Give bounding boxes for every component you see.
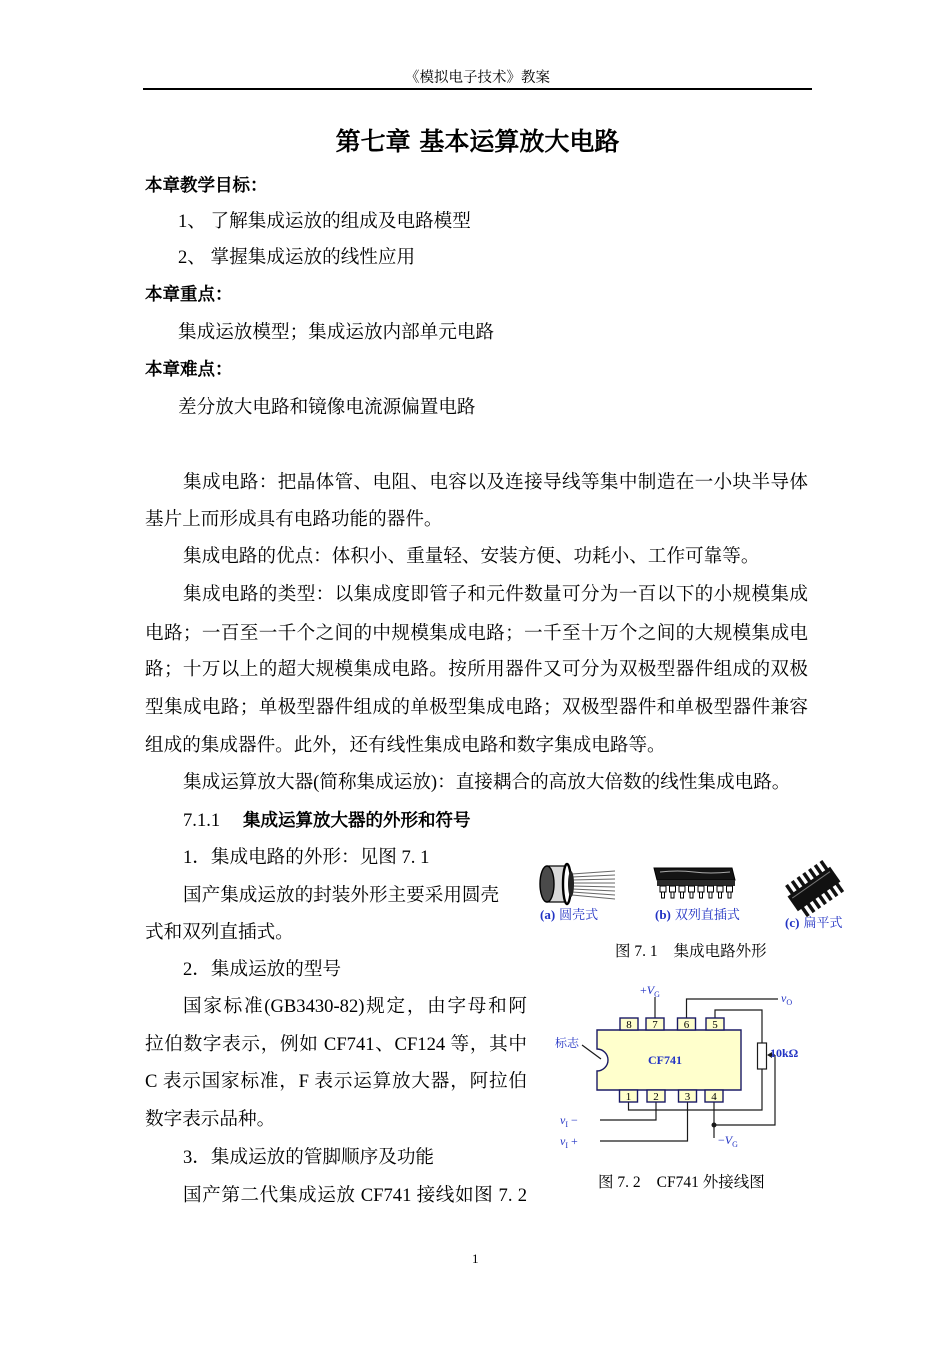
junction-dot xyxy=(712,1123,717,1128)
chip-label: CF741 xyxy=(648,1053,682,1067)
section-title: 集成运算放大器的外形和符号 xyxy=(243,811,471,831)
appearance-line-1: 国产集成运放的封装外形主要采用圆壳 xyxy=(183,885,500,906)
pins-heading: 3．集成运放的管脚顺序及功能 xyxy=(183,1147,435,1168)
positive-supply-sub: G xyxy=(654,990,660,999)
op-amp-definition: 集成运算放大器(简称集成运放)：直接耦合的高放大倍数的线性集成电路。 xyxy=(183,772,791,793)
difficulties-heading: 本章难点： xyxy=(145,360,233,380)
dip-pins xyxy=(660,886,733,898)
positive-supply-var: V xyxy=(646,983,655,997)
noninverting-input-wire xyxy=(600,1102,688,1141)
figure-7-1-caption xyxy=(615,942,767,962)
can-base xyxy=(568,871,574,897)
figure-7-2-number: 图 7. 2 xyxy=(598,1174,641,1191)
model-heading: 2．集成运放的型号 xyxy=(183,959,342,980)
output-sub: O xyxy=(786,998,793,1007)
page-number: 1 xyxy=(472,1251,479,1266)
negative-supply-var: V xyxy=(724,1133,733,1147)
inverting-input-label xyxy=(560,1113,578,1129)
figure-7-1-title: 集成电路外形 xyxy=(673,943,767,960)
pin-number-2: 2 xyxy=(653,1091,659,1103)
output-wire xyxy=(687,999,779,1018)
pin-number-3: 3 xyxy=(684,1091,691,1103)
types-line-3: 路；十万以上的超大规模集成电路。按所用器件又可分为双极型器件组成的双极 xyxy=(145,659,808,680)
inverting-input-sign: − xyxy=(571,1113,578,1127)
package-label-round xyxy=(540,907,598,923)
noninverting-input-label xyxy=(560,1134,578,1150)
pin-number-5: 5 xyxy=(712,1019,718,1031)
negative-supply-sign: − xyxy=(718,1133,725,1147)
cf741-wiring-diagram xyxy=(540,975,820,1155)
round-can-package-image xyxy=(538,862,618,908)
objective-item-1: 1、 了解集成运放的组成及电路模型 xyxy=(178,211,471,232)
package-name-c: 扁平式 xyxy=(803,915,843,930)
output-label xyxy=(781,991,792,1007)
chapter-title: 第七章 基本运算放大电路 xyxy=(335,127,620,156)
pin-number-1: 1 xyxy=(625,1091,632,1103)
pin-number-4: 4 xyxy=(711,1091,717,1103)
types-line-5: 组成的集成器件。此外，还有线性集成电路和数字集成电路等。 xyxy=(145,735,666,756)
definition-line-2: 基片上而形成具有电路功能的器件。 xyxy=(145,509,443,530)
model-line-1: 国家标准(GB3430-82)规定，由字母和阿 xyxy=(183,996,527,1017)
positive-supply-sign: + xyxy=(640,983,647,997)
pin-number-8: 8 xyxy=(626,1019,632,1031)
types-line-1: 集成电路的类型：以集成度即管子和元件数量可分为一百以下的小规模集成 xyxy=(183,584,808,605)
marker-label: 标志 xyxy=(555,1036,580,1050)
appearance-line-2: 式和双列直插式。 xyxy=(145,922,294,943)
types-line-4: 型集成电路；单极型器件组成的单极型集成电路；双极型器件和单极型器件兼容 xyxy=(145,697,808,718)
package-label-dip xyxy=(655,907,740,923)
noninverting-input-var: v xyxy=(560,1134,566,1148)
package-name-a: 圆壳式 xyxy=(559,907,599,922)
difficulties-text: 差分放大电路和镜像电流源偏置电路 xyxy=(178,397,476,418)
model-line-2: 拉伯数字表示，例如 CF741、CF124 等，其中 xyxy=(145,1034,527,1055)
model-line-4: 数字表示品种。 xyxy=(145,1109,276,1130)
inverting-input-sub: I xyxy=(565,1120,568,1129)
section-number: 7.1.1 xyxy=(183,810,221,831)
model-line-3: C 表示国家标准，F 表示运算放大器，阿拉伯 xyxy=(145,1071,527,1092)
negative-supply-sub: G xyxy=(732,1140,738,1149)
package-tag-a: (a) xyxy=(540,907,556,922)
can-leads xyxy=(572,871,615,899)
running-header: 《模拟电子技术》教案 xyxy=(405,70,550,86)
key-points-heading: 本章重点： xyxy=(145,285,233,305)
negative-supply-label xyxy=(718,1133,738,1149)
figure-7-1-number: 图 7. 1 xyxy=(615,943,658,960)
dip-body-top xyxy=(654,868,735,880)
pins-line-1: 国产第二代集成运放 CF741 接线如图 7. 2 xyxy=(183,1185,527,1206)
pin-number-6: 6 xyxy=(683,1019,690,1031)
package-tag-b: (b) xyxy=(655,907,671,922)
figure-7-2-title: CF741 外接线图 xyxy=(656,1174,765,1191)
positive-supply-label xyxy=(640,983,660,999)
can-cap xyxy=(540,866,554,902)
objectives-heading: 本章教学目标： xyxy=(145,176,268,196)
noninverting-input-sign: + xyxy=(571,1134,578,1148)
output-var: v xyxy=(781,991,787,1005)
appearance-heading: 1．集成电路的外形：见图 7. 1 xyxy=(183,847,430,868)
key-points-text: 集成运放模型；集成运放内部单元电路 xyxy=(178,322,495,343)
flat-package-group xyxy=(782,859,846,920)
pin-number-7: 7 xyxy=(652,1019,658,1031)
types-line-2: 电路；一百至一千个之间的中规模集成电路；一千至十万个之间的大规模集成电 xyxy=(145,623,808,644)
definition-line-1: 集成电路：把晶体管、电阻、电容以及连接导线等集中制造在一小块半导体 xyxy=(183,472,808,493)
package-label-flat xyxy=(785,915,842,931)
dip-body-front xyxy=(657,880,735,886)
package-name-b: 双列直插式 xyxy=(674,907,740,922)
advantages-paragraph: 集成电路的优点：体积小、重量轻、安装方便、功耗小、工作可靠等。 xyxy=(183,546,760,567)
objective-item-2: 2、 掌握集成运放的线性应用 xyxy=(178,247,416,268)
inverting-input-var: v xyxy=(560,1113,566,1127)
potentiometer-resistor xyxy=(758,1043,767,1069)
noninverting-input-sub: I xyxy=(565,1141,568,1150)
header-rule xyxy=(143,88,812,90)
resistor-label: 10kΩ xyxy=(770,1046,799,1060)
figure-7-2-caption xyxy=(598,1173,765,1193)
dip-package-image xyxy=(648,862,740,902)
package-tag-c: (c) xyxy=(785,915,800,930)
